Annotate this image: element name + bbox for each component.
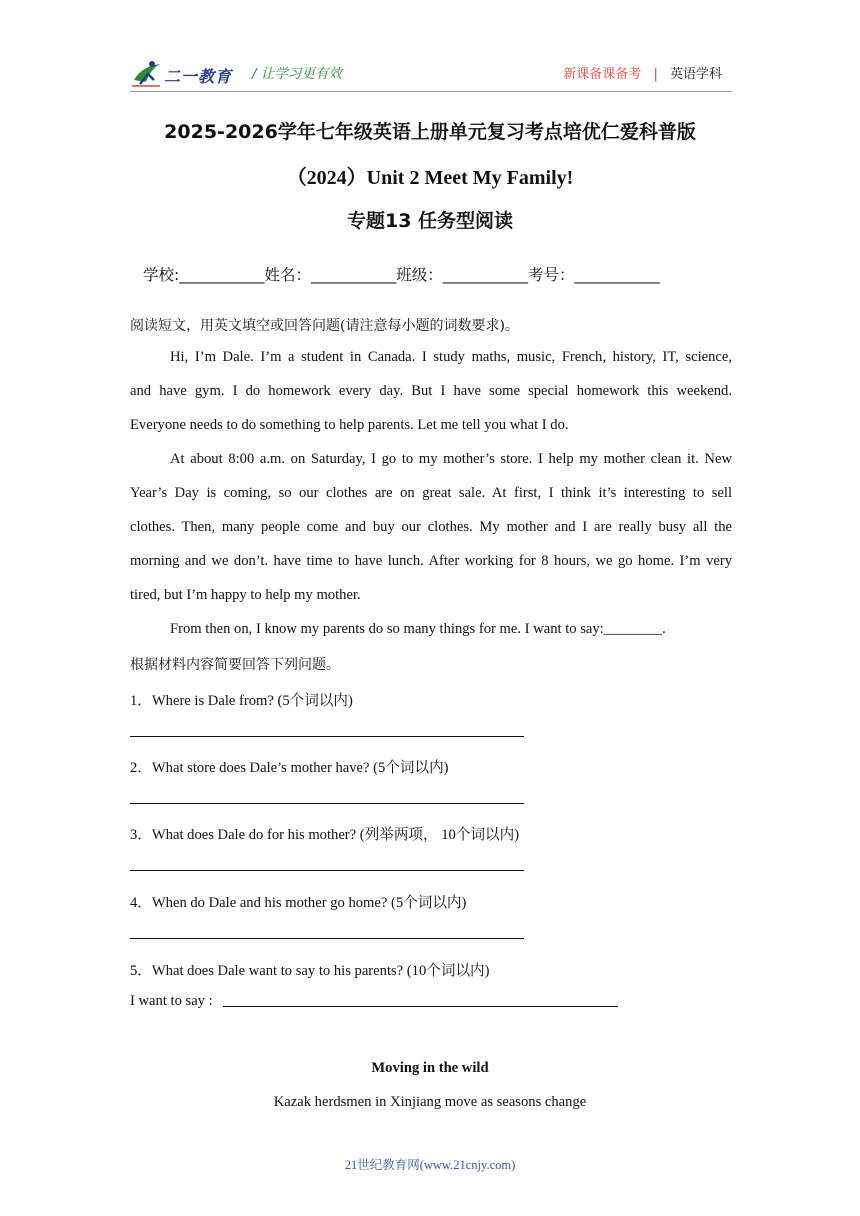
passage-line: clothes. Then, many people come and buy our clothes. My mother and I are really busy all the	[130, 519, 732, 535]
class-field: 班级：___________	[396, 266, 529, 284]
student-info-row	[143, 263, 660, 285]
question-1: 1．Where is Dale from? (5个词以内)	[130, 693, 353, 709]
passage-line: Year’s Day is coming, so our clothes are on great sale. At first, I think it’s interesting to sell	[130, 485, 732, 501]
question-5-answer-prefix: I want to say :	[130, 993, 213, 1009]
question-4: 4．When do Dale and his mother go home? (5个词以内)	[130, 895, 467, 911]
tag-separator: |	[653, 67, 658, 82]
tag-course-prep: 新课备课备考	[563, 67, 642, 82]
answer-line-4[interactable]	[130, 938, 524, 939]
passage-line: At about 8:00 a.m. on Saturday, I go to my mother’s store. I help my mother clean it. New	[170, 451, 732, 467]
school-field: 学校:___________	[143, 266, 265, 284]
reading-instruction: 阅读短文，用英文填空或回答问题(请注意每小题的词数要求)。	[130, 318, 519, 334]
question-2: 2．What store does Dale’s mother have? (5个词以内)	[130, 760, 449, 776]
passage-line: tired, but I’m happy to help my mother.	[130, 587, 361, 603]
name-field: 姓名：___________	[264, 266, 397, 284]
page-header	[130, 56, 730, 90]
passage-line: and have gym. I do homework every day. But I have some special homework this weekend.	[130, 383, 732, 399]
question-3: 3．What does Dale do for his mother? (列举两项， 10个词以内)	[130, 827, 520, 843]
answer-line-1[interactable]	[130, 736, 524, 737]
next-passage-title: Moving in the wild	[371, 1060, 489, 1076]
passage-line: From then on, I know my parents do so many things for me. I want to say:________.	[170, 621, 666, 637]
doc-title-line1: 2025-2026学年七年级英语上册单元复习考点培优仁爱科普版	[164, 121, 696, 143]
header-slogan: / 让学习更有效	[252, 66, 342, 82]
exam-number-field: 考号：___________	[528, 266, 660, 284]
answer-line-5[interactable]	[223, 1006, 618, 1007]
answer-line-3[interactable]	[130, 870, 524, 871]
logo-text: 二一教育	[164, 67, 233, 86]
task-instruction: 根据材料内容简要回答下列问题。	[130, 657, 340, 673]
header-tags	[563, 63, 722, 82]
tag-subject: 英语学科	[669, 67, 722, 82]
passage-line: Everyone needs to do something to help parents. Let me tell you what I do.	[130, 417, 569, 433]
logo	[130, 58, 240, 88]
doc-title-line2: （2024）Unit 2 Meet My Family!	[286, 167, 574, 189]
next-passage-subtitle: Kazak herdsmen in Xinjiang move as seasons change	[273, 1094, 587, 1110]
runner-logo-icon	[130, 58, 166, 88]
passage-line: morning and we don’t. have time to have lunch. After working for 8 hours, we go home. I’m very	[130, 553, 732, 569]
header-divider	[130, 91, 732, 92]
answer-line-2[interactable]	[130, 803, 524, 804]
doc-title-line3: 专题13 任务型阅读	[346, 210, 514, 232]
page-footer: 21世纪教育网(www.21cnjy.com)	[344, 1158, 516, 1172]
passage-line: Hi, I’m Dale. I’m a student in Canada. I study maths, music, French, history, IT, science,	[170, 349, 732, 365]
question-5: 5．What does Dale want to say to his parents? (10个词以内)	[130, 963, 490, 979]
